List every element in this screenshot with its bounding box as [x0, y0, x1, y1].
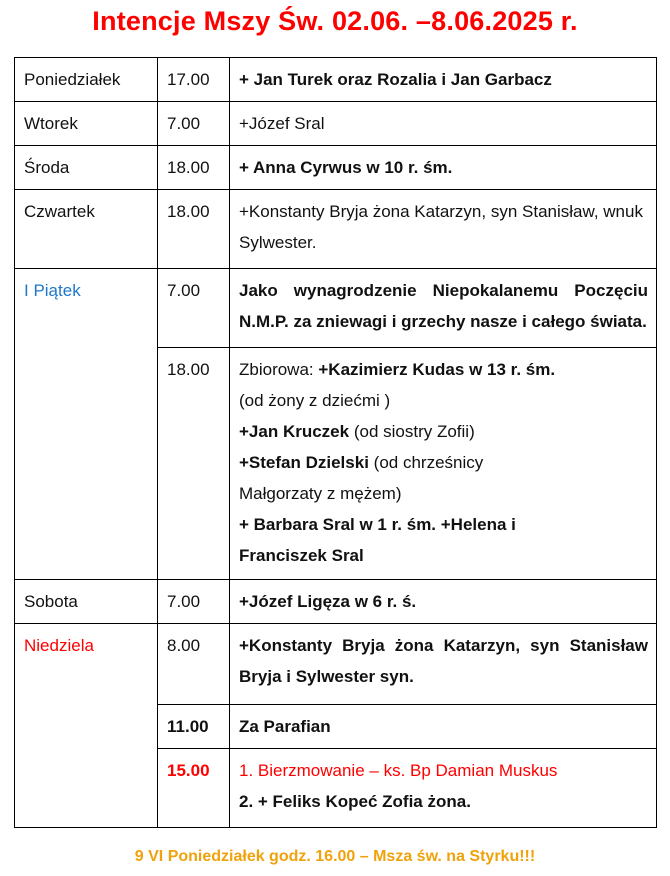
table-row: [15, 580, 657, 624]
footer-note: 9 VI Poniedziałek godz. 16.00 – Msza św. na Styrku!!!: [134, 848, 536, 865]
time-cell: 7.00: [158, 580, 230, 624]
intention-note: (od siostry Zofii): [353, 422, 475, 441]
day-cell: Poniedziałek: [15, 58, 158, 102]
intention-cell: + Anna Cyrwus w 10 r. śm.: [230, 146, 657, 190]
day-cell: Wtorek: [15, 102, 158, 146]
intention-name: +Stefan Dzielski: [239, 453, 369, 472]
intention-line: 1. Bierzmowanie – ks. Bp Damian Muskus: [239, 761, 558, 780]
time-cell: 18.00: [158, 190, 230, 269]
intention-line: [239, 385, 648, 416]
table-row: [15, 624, 657, 705]
day-cell: Sobota: [15, 580, 158, 624]
time-cell: 15.00: [158, 749, 230, 828]
table-row: [15, 269, 657, 348]
time-cell: 8.00: [158, 624, 230, 705]
table-row: [15, 102, 657, 146]
time-cell: 18.00: [158, 146, 230, 190]
day-cell: I Piątek: [15, 269, 158, 580]
day-cell: Środa: [15, 146, 158, 190]
intention-line: [239, 540, 648, 571]
intention-name: Franciszek Sral: [239, 546, 364, 565]
intention-line: 2. + Feliks Kopeć Zofia żona.: [239, 792, 471, 811]
intention-cell: +Konstanty Bryja żona Katarzyn, syn Stanisław, wnuk Sylwester.: [230, 190, 657, 269]
intention-cell: Za Parafian: [230, 705, 657, 749]
intention-note: (od żony z dziećmi ): [239, 391, 391, 410]
day-cell: Czwartek: [15, 190, 158, 269]
intention-name: + Barbara Sral w 1 r. śm. +Helena i: [239, 515, 516, 534]
table-row: [15, 58, 657, 102]
time-cell: 18.00: [158, 348, 230, 580]
intention-name: +Jan Kruczek: [239, 422, 350, 441]
time-cell: 17.00: [158, 58, 230, 102]
intention-note: Małgorzaty z mężem): [239, 484, 402, 503]
intention-line: [239, 416, 648, 447]
intention-cell: [230, 749, 657, 828]
intention-line: [239, 354, 648, 385]
intention-cell: + Jan Turek oraz Rozalia i Jan Garbacz: [230, 58, 657, 102]
intention-cell: +Józef Sral: [230, 102, 657, 146]
intention-note: (od chrześnicy: [373, 453, 484, 472]
intention-cell: Jako wynagrodzenie Niepokalanemu Poczęciu N.M.P. za zniewagi i grzechy nasze i całego świata.: [230, 269, 657, 348]
mass-intentions-table: [14, 57, 657, 828]
time-cell: 7.00: [158, 269, 230, 348]
intention-cell: +Konstanty Bryja żona Katarzyn, syn Stanisław Bryja i Sylwester syn.: [230, 624, 657, 705]
intention-name: +Kazimierz Kudas w 13 r. śm.: [318, 360, 556, 379]
intention-line: [239, 478, 648, 509]
time-cell: 7.00: [158, 102, 230, 146]
intention-line: [239, 509, 648, 540]
collective-label: Zbiorowa:: [239, 360, 314, 379]
table-row: [15, 146, 657, 190]
table-row: [15, 190, 657, 269]
time-cell: 11.00: [158, 705, 230, 749]
day-cell: Niedziela: [15, 624, 158, 828]
page-title: Intencje Mszy Św. 02.06. –8.06.2025 r.: [92, 6, 578, 36]
intention-line: [239, 447, 648, 478]
intention-cell: [230, 348, 657, 580]
intention-cell: +Józef Ligęza w 6 r. ś.: [230, 580, 657, 624]
